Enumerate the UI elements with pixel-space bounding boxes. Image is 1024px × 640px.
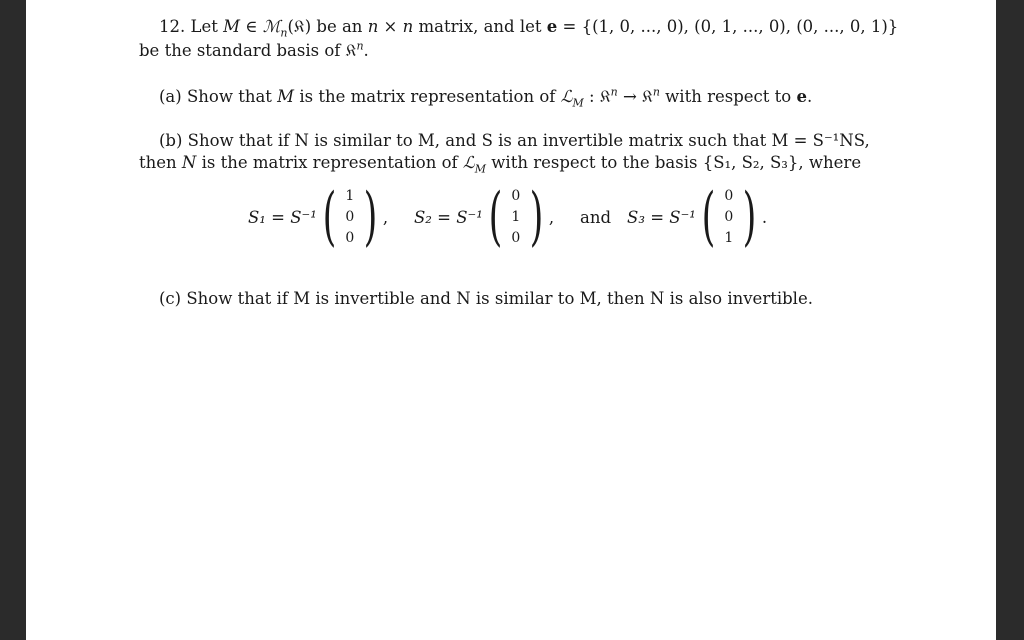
comma: , bbox=[548, 207, 555, 227]
right-paren: ) bbox=[363, 180, 378, 254]
math-map-K: : 𝔎 bbox=[589, 87, 611, 106]
vector-entry: 0 bbox=[724, 187, 734, 204]
part-c-statement: (c) Show that if M is invertible and N is similar to M, then N is also invertible. bbox=[159, 289, 813, 308]
math-sup-n: n bbox=[610, 85, 618, 99]
S2-definition bbox=[414, 180, 555, 254]
math-script-M: ℳ bbox=[262, 17, 281, 36]
math-M: M bbox=[277, 87, 295, 106]
S3-label: S₃ = S⁻¹ bbox=[627, 207, 696, 227]
vector-entry: 0 bbox=[345, 208, 355, 225]
text-and: and bbox=[580, 207, 612, 227]
vector-entry: 1 bbox=[345, 187, 355, 204]
vector-entry: 0 bbox=[511, 187, 521, 204]
right-paren: ) bbox=[529, 180, 544, 254]
vector-entry: 1 bbox=[724, 229, 734, 246]
math-N: N bbox=[181, 153, 197, 172]
document-page bbox=[26, 0, 996, 640]
problem-number: 12. bbox=[159, 17, 186, 36]
S1-label: S₁ = S⁻¹ bbox=[248, 207, 317, 227]
math-script-L: ℒ bbox=[462, 153, 475, 172]
text-then: then bbox=[139, 153, 177, 172]
vector-entry: 0 bbox=[724, 208, 734, 225]
S3-definition bbox=[580, 180, 768, 254]
math-M: M bbox=[223, 17, 241, 36]
math-arrow-K: → 𝔎 bbox=[622, 87, 653, 106]
left-paren: ( bbox=[488, 180, 503, 254]
math-e-bold: e bbox=[796, 87, 807, 106]
part-a-label: (a) Show that bbox=[159, 87, 272, 106]
problem-line-2 bbox=[139, 40, 369, 62]
text-matrix-and-let: matrix, and let bbox=[418, 17, 542, 36]
math-sup-n: n bbox=[356, 39, 364, 53]
math-field-K: (𝔎) bbox=[287, 17, 312, 36]
period: . bbox=[761, 207, 768, 227]
text-period: . bbox=[363, 41, 369, 60]
vector-S1 bbox=[342, 186, 358, 249]
part-b-line-1 bbox=[159, 130, 870, 152]
text-matrix-rep: is the matrix representation of bbox=[299, 87, 556, 106]
comma: , bbox=[382, 207, 389, 227]
math-K: 𝔎 bbox=[345, 41, 357, 60]
S2-label: S₂ = S⁻¹ bbox=[414, 207, 483, 227]
math-sub-M: M bbox=[474, 162, 487, 176]
text-period: . bbox=[806, 87, 813, 106]
math-sub-n: n bbox=[280, 26, 288, 40]
text-matrix-rep: is the matrix representation of bbox=[201, 153, 458, 172]
left-paren: ( bbox=[322, 180, 337, 254]
vector-entry: 0 bbox=[511, 229, 521, 246]
vector-S3 bbox=[721, 186, 737, 249]
math-script-L: ℒ bbox=[560, 87, 573, 106]
text-with-respect: with respect to bbox=[665, 87, 792, 106]
basis-vectors-equation bbox=[26, 180, 996, 254]
math-in: ∈ bbox=[245, 17, 258, 36]
math-sub-M: M bbox=[572, 96, 584, 110]
problem-line-1 bbox=[159, 16, 898, 38]
right-paren: ) bbox=[742, 180, 757, 254]
math-n-by-n: n × n bbox=[367, 17, 414, 36]
math-e-bold: e bbox=[546, 17, 558, 36]
vector-entry: 0 bbox=[345, 229, 355, 246]
vector-entry: 1 bbox=[511, 208, 521, 225]
part-b-line-2 bbox=[139, 152, 861, 174]
text-let: Let bbox=[190, 17, 218, 36]
vector-S2 bbox=[508, 186, 524, 249]
part-a bbox=[159, 86, 812, 108]
math-sup-n: n bbox=[652, 85, 660, 99]
text-be-an: be an bbox=[316, 17, 363, 36]
math-basis-set: = {(1, 0, ..., 0), (0, 1, ..., 0), (0, ..., 0, 1)} bbox=[562, 17, 899, 36]
S1-definition bbox=[248, 180, 389, 254]
text-basis-where: with respect to the basis {S₁, S₂, S₃}, where bbox=[491, 153, 862, 172]
part-b-statement: (b) Show that if N is similar to M, and S is an invertible matrix such that M = S⁻¹NS, bbox=[159, 131, 870, 150]
part-c bbox=[159, 288, 813, 310]
left-paren: ( bbox=[701, 180, 716, 254]
text-standard-basis: be the standard basis of bbox=[139, 41, 341, 60]
